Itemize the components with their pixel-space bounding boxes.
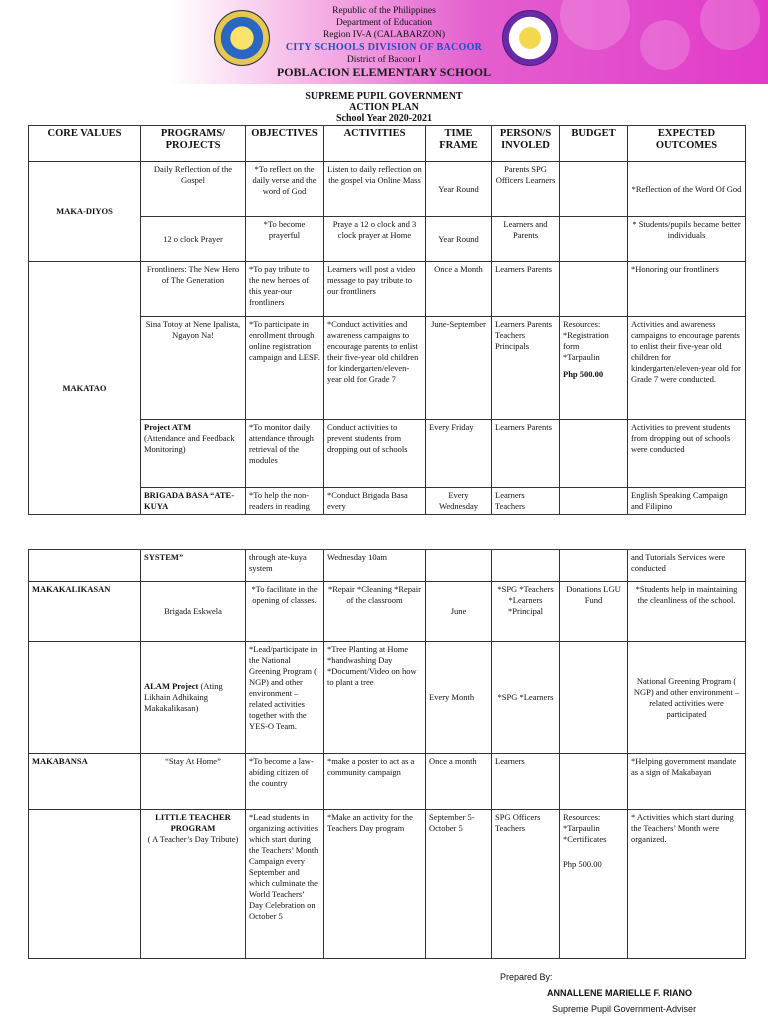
core-value-cell [29, 642, 141, 754]
outcome-cell: * Activities which start during the Teachers’ Month were organized. [628, 810, 746, 959]
budget-line: Resources: [563, 812, 601, 822]
persons-cell [492, 550, 560, 582]
program-subtitle: (Attendance and Feedback Monitoring) [144, 433, 235, 454]
outcome-cell: *Reflection of the Word Of God [628, 162, 746, 217]
program-title: ALAM Project [144, 681, 199, 691]
objective-cell: *To monitor daily attendance through retrieval of the modules [246, 420, 324, 488]
activity-cell: Conduct activities to prevent students from dropping out of schools [324, 420, 426, 488]
budget-cell [560, 810, 628, 959]
program-cell: 12 o clock Prayer [141, 217, 246, 262]
table-row [29, 550, 746, 582]
program-subtitle: ( A Teacher’s Day Tribute) [147, 834, 239, 844]
persons-cell: Parents SPG Officers Learners [492, 162, 560, 217]
budget-cell [560, 317, 628, 420]
persons-cell: Learners Parents [492, 262, 560, 317]
persons-cell: Learners Teachers [492, 488, 560, 515]
time-cell: Year Round [426, 217, 492, 262]
table-row [29, 754, 746, 810]
time-cell: June-September [426, 317, 492, 420]
program-title: Project ATM [144, 422, 192, 432]
activity-cell: *Make an activity for the Teachers Day program [324, 810, 426, 959]
outcome-cell: *Students help in maintaining the cleanliness of the school. [628, 582, 746, 642]
objective-cell: *Lead students in organizing activities which start during the Teachers’ Month Campaign every September and which culminate the World Teachers’ Day Celebration on October 5 [246, 810, 324, 959]
persons-cell: Learners [492, 754, 560, 810]
budget-cell [560, 488, 628, 515]
letterhead-banner [0, 0, 768, 84]
time-cell: September 5-October 5 [426, 810, 492, 959]
table-row [29, 262, 746, 317]
col-outcomes: EXPECTED OUTCOMES [628, 126, 746, 162]
core-value-cell [29, 810, 141, 959]
division-name: CITY SCHOOLS DIVISION OF BACOOR [285, 42, 483, 53]
objective-cell: *To participate in enrollment through online registration campaign and LESF. [246, 317, 324, 420]
time-cell: Every Friday [426, 420, 492, 488]
school-name: POBLACION ELEMENTARY SCHOOL [276, 65, 492, 79]
program-cell: BRIGADA BASA “ATE-KUYA [141, 488, 246, 515]
budget-cell [560, 420, 628, 488]
objective-cell: *To reflect on the daily verse and the word of God [246, 162, 324, 217]
org-title: SUPREME PUPIL GOVERNMENT [305, 91, 463, 102]
col-budget: BUDGET [560, 126, 628, 162]
budget-cell [560, 550, 628, 582]
program-cell: “Stay At Home” [141, 754, 246, 810]
program-cell: Sina Totoy at Nene Ipalista, Ngayon Na! [141, 317, 246, 420]
col-persons: PERSON/S INVOLED [492, 126, 560, 162]
activity-line: *handwashing Day [327, 655, 393, 665]
outcome-cell: and Tutorials Services were conducted [628, 550, 746, 582]
budget-cell: Donations LGU Fund [560, 582, 628, 642]
district-name: District of Bacoor I [346, 55, 422, 65]
budget-amount: Php 500.00 [563, 859, 602, 869]
objective-cell: *Lead/participate in the National Greening Program ( NGP) and other environment – related activities together with the YES-O Team. [246, 642, 324, 754]
time-cell: Once a month [426, 754, 492, 810]
col-time-frame: TIME FRAME [426, 126, 492, 162]
core-value-cell: MAKABANSA [29, 754, 141, 810]
action-plan-table-page1 [28, 125, 746, 515]
table-row [29, 810, 746, 959]
header-line1: Republic of the Philippines [332, 6, 436, 16]
program-title: LITTLE TEACHER PROGRAM [155, 812, 231, 833]
activity-cell [324, 642, 426, 754]
time-cell: June [426, 582, 492, 642]
doc-title: ACTION PLAN [349, 102, 419, 113]
table-row [29, 582, 746, 642]
activity-cell: Listen to daily reflection on the gospel via Online Mass [324, 162, 426, 217]
budget-line: *Tarpaulin [563, 352, 600, 362]
program-cell: Daily Reflection of the Gospel [141, 162, 246, 217]
col-programs: PROGRAMS/ PROJECTS [141, 126, 246, 162]
program-cell [141, 420, 246, 488]
budget-line: Resources: [563, 319, 601, 329]
time-cell [426, 550, 492, 582]
budget-amount: Php 500.00 [563, 369, 604, 379]
col-activities: ACTIVITIES [324, 126, 426, 162]
activity-cell: *Conduct activities and awareness campaigns to encourage parents to enlist their five-year old children for kindergarten/eleven-year old for Grade 7 [324, 317, 426, 420]
table-row [29, 162, 746, 217]
objective-cell: through ate-kuya system [246, 550, 324, 582]
activity-cell: *make a poster to act as a community campaign [324, 754, 426, 810]
persons-cell: Learners Parents Teachers Principals [492, 317, 560, 420]
persons-cell: *SPG *Teachers *Learners *Principal [492, 582, 560, 642]
budget-line: *Registration form [563, 330, 609, 351]
time-cell: Year Round [426, 162, 492, 217]
activity-line: *Document/Video on how to plant a tree [327, 666, 417, 687]
core-value-cell: MAKA-DIYOS [29, 162, 141, 262]
adviser-name: ANNALLENE MARIELLE F. RIANO [547, 988, 692, 998]
header-line2: Department of Education [335, 18, 433, 28]
outcome-cell: English Speaking Campaign and Filipino [628, 488, 746, 515]
time-cell: Every Wednesday [426, 488, 492, 515]
objective-cell: *To help the non-readers in reading [246, 488, 324, 515]
activity-line: *Tree Planting at Home [327, 644, 409, 654]
outcome-cell: *Honoring our frontliners [628, 262, 746, 317]
prepared-by-label: Prepared By: [500, 972, 553, 982]
persons-cell: Learners Parents [492, 420, 560, 488]
table-header-row [29, 126, 746, 162]
outcome-cell: National Greening Program ( NGP) and other environment – related activities were participated [628, 642, 746, 754]
activity-cell: *Repair *Cleaning *Repair of the classroom [324, 582, 426, 642]
outcome-cell: * Students/pupils became better individuals [628, 217, 746, 262]
core-value-cell: MAKATAO [29, 262, 141, 515]
school-year: School Year 2020-2021 [335, 113, 433, 124]
program-cell [141, 810, 246, 959]
adviser-position: Supreme Pupil Government-Adviser [552, 1004, 697, 1014]
budget-line: *Tarpaulin [563, 823, 600, 833]
persons-cell: *SPG *Learners [492, 642, 560, 754]
header-line3: Region IV-A (CALABARZON) [322, 30, 446, 40]
budget-cell [560, 754, 628, 810]
budget-cell [560, 217, 628, 262]
objective-cell: *To become a law-abiding citizen of the country [246, 754, 324, 810]
action-plan-table-page2 [28, 549, 746, 959]
activity-cell: Praye a 12 o clock and 3 clock prayer at Home [324, 217, 426, 262]
activity-cell: *Conduct Brigada Basa every [324, 488, 426, 515]
outcome-cell: Activities and awareness campaigns to encourage parents to enlist their five-year old children for kindergarten/eleven-year old for Grade 7 were conducted. [628, 317, 746, 420]
core-value-cell [29, 550, 141, 582]
program-cell: SYSTEM” [141, 550, 246, 582]
objective-cell: *To become prayerful [246, 217, 324, 262]
budget-cell [560, 162, 628, 217]
program-subtitle: (Ating Likhain Adhikaing Makakalikasan) [144, 681, 223, 713]
program-cell [141, 642, 246, 754]
col-core-values: CORE VALUES [29, 126, 141, 162]
objective-cell: *To facilitate in the opening of classes. [246, 582, 324, 642]
program-cell: Frontliners: The New Hero of The Generation [141, 262, 246, 317]
program-cell: Brigada Eskwela [141, 582, 246, 642]
core-value-cell: MAKAKALIKASAN [29, 582, 141, 642]
outcome-cell: Activities to prevent students from dropping out of schools were conducted [628, 420, 746, 488]
persons-cell: Learners and Parents [492, 217, 560, 262]
budget-cell [560, 642, 628, 754]
time-cell: Every Month [426, 642, 492, 754]
objective-cell: *To pay tribute to the new heroes of this year-our frontliners [246, 262, 324, 317]
outcome-cell: *Helping government mandate as a sign of Makabayan [628, 754, 746, 810]
time-cell: Once a Month [426, 262, 492, 317]
table-row [29, 642, 746, 754]
activity-cell: Wednesday 10am [324, 550, 426, 582]
budget-line: *Certificates [563, 834, 607, 844]
persons-cell: SPG Officers Teachers [492, 810, 560, 959]
activity-cell: Learners will post a video message to pay tribute to our frontliners [324, 262, 426, 317]
budget-cell [560, 262, 628, 317]
col-objectives: OBJECTIVES [246, 126, 324, 162]
